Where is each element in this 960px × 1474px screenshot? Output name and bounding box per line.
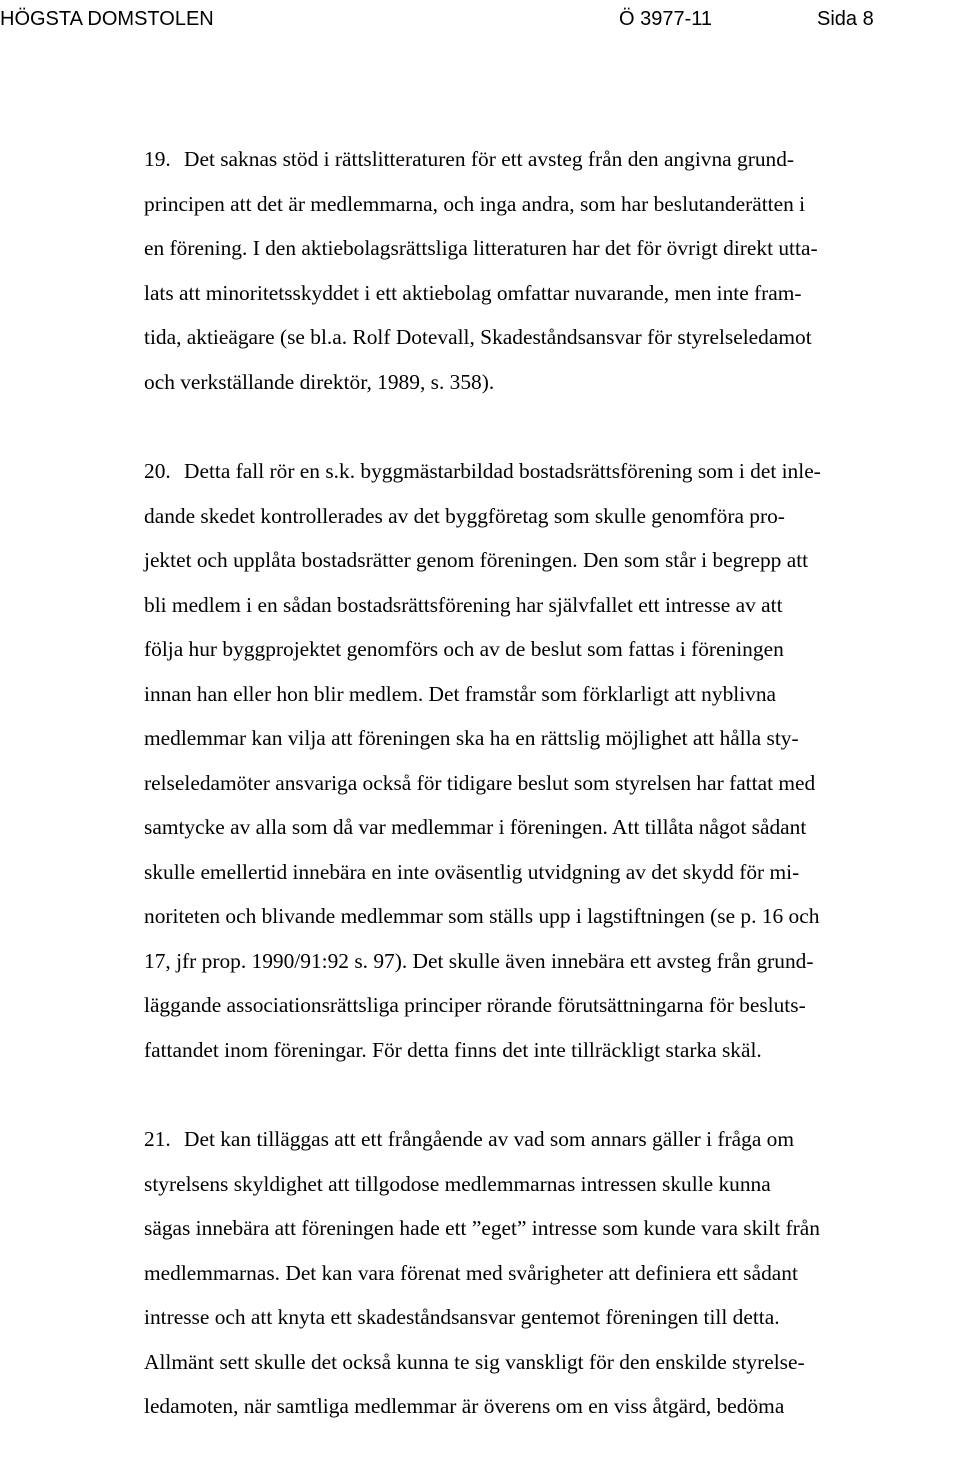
- paragraph-number: 19.: [144, 147, 171, 171]
- paragraph-number: 21.: [144, 1127, 171, 1151]
- paragraph-19: [144, 137, 960, 404]
- paragraph-line: medlemmar kan vilja att föreningen ska ha en rättslig möjlighet att hålla sty-: [144, 726, 799, 750]
- paragraph-line: ledamoten, när samtliga medlemmar är överens om en viss åtgärd, bedöma: [144, 1394, 785, 1418]
- paragraph-line: samtycke av alla som då var medlemmar i föreningen. Att tillåta något sådant: [144, 815, 807, 839]
- paragraph-line: relseledamöter ansvariga också för tidigare beslut som styrelsen har fattat med: [144, 770, 816, 795]
- paragraph-line: följa hur byggprojektet genomförs och av de beslut som fattas i föreningen: [144, 637, 784, 661]
- paragraph-20: [144, 449, 960, 1072]
- paragraph-line: styrelsens skyldighet att tillgodose medlemmarnas intressen skulle kunna: [144, 1171, 771, 1196]
- paragraph-line: intresse och att knyta ett skadeståndsansvar gentemot föreningen till detta.: [144, 1305, 780, 1329]
- paragraph-line: [144, 1117, 960, 1162]
- paragraph-line: innan han eller hon blir medlem. Det framstår som förklarligt att nyblivna: [144, 681, 777, 706]
- paragraph-21: [144, 1117, 960, 1429]
- paragraph-line: tida, aktieägare (se bl.a. Rolf Dotevall, Skadeståndsansvar för styrelseledamot: [144, 325, 812, 349]
- document-body: [144, 137, 960, 1474]
- line-text: Det saknas stöd i rättslitteraturen för ett avsteg från den angivna grund-: [184, 147, 795, 171]
- paragraph-line: lats att minoritetsskyddet i ett aktiebolag omfattar nuvarande, men inte fram-: [144, 280, 802, 305]
- paragraph-number: 20.: [144, 459, 171, 483]
- paragraph-line: skulle emellertid innebära en inte oväsentlig utvidgning av det skydd för mi-: [144, 859, 800, 884]
- paragraph-line: fattandet inom föreningar. För detta finns det inte tillräckligt starka skäl.: [144, 1037, 762, 1062]
- line-text: Detta fall rör en s.k. byggmästarbildad bostadsrättsförening som i det inle-: [184, 459, 821, 483]
- header-court-name: HÖGSTA DOMSTOLEN: [0, 8, 214, 30]
- paragraph-line: en förening. I den aktiebolagsrättsliga litteraturen har det för övrigt direkt utta-: [144, 236, 818, 260]
- header-case-number: Ö 3977-11: [619, 8, 713, 30]
- header-page-number: Sida 8: [817, 8, 874, 30]
- paragraph-line: bli medlem i en sådan bostadsrättsförening har självfallet ett intresse av att: [144, 592, 783, 617]
- paragraph-line: sägas innebära att föreningen hade ett ”eget” intresse som kunde vara skilt från: [144, 1216, 820, 1240]
- line-text: Det kan tilläggas att ett frångående av vad som annars gäller i fråga om: [184, 1127, 794, 1151]
- paragraph-line: [144, 137, 960, 182]
- paragraph-line: läggande associationsrättsliga principer rörande förutsättningarna för besluts-: [144, 993, 806, 1017]
- page-header: [0, 4, 960, 34]
- paragraph-line: dande skedet kontrollerades av det byggföretag som skulle genomföra pro-: [144, 503, 785, 528]
- paragraph-line: noriteten och blivande medlemmar som ställs upp i lagstiftningen (se p. 16 och: [144, 904, 820, 928]
- paragraph-line: jektet och upplåta bostadsrätter genom föreningen. Den som står i begrepp att: [144, 548, 809, 572]
- paragraph-line: och verkställande direktör, 1989, s. 358).: [144, 369, 495, 394]
- paragraph-line: principen att det är medlemmarna, och inga andra, som har beslutanderätten i: [144, 191, 806, 216]
- paragraph-line: Allmänt sett skulle det också kunna te sig vanskligt för den enskilde styrelse-: [144, 1349, 805, 1374]
- paragraph-line: medlemmarnas. Det kan vara förenat med svårigheter att definiera ett sådant: [144, 1260, 798, 1285]
- paragraph-line: [144, 449, 960, 494]
- paragraph-line: 17, jfr prop. 1990/91:92 s. 97). Det skulle även innebära ett avsteg från grund-: [144, 948, 814, 973]
